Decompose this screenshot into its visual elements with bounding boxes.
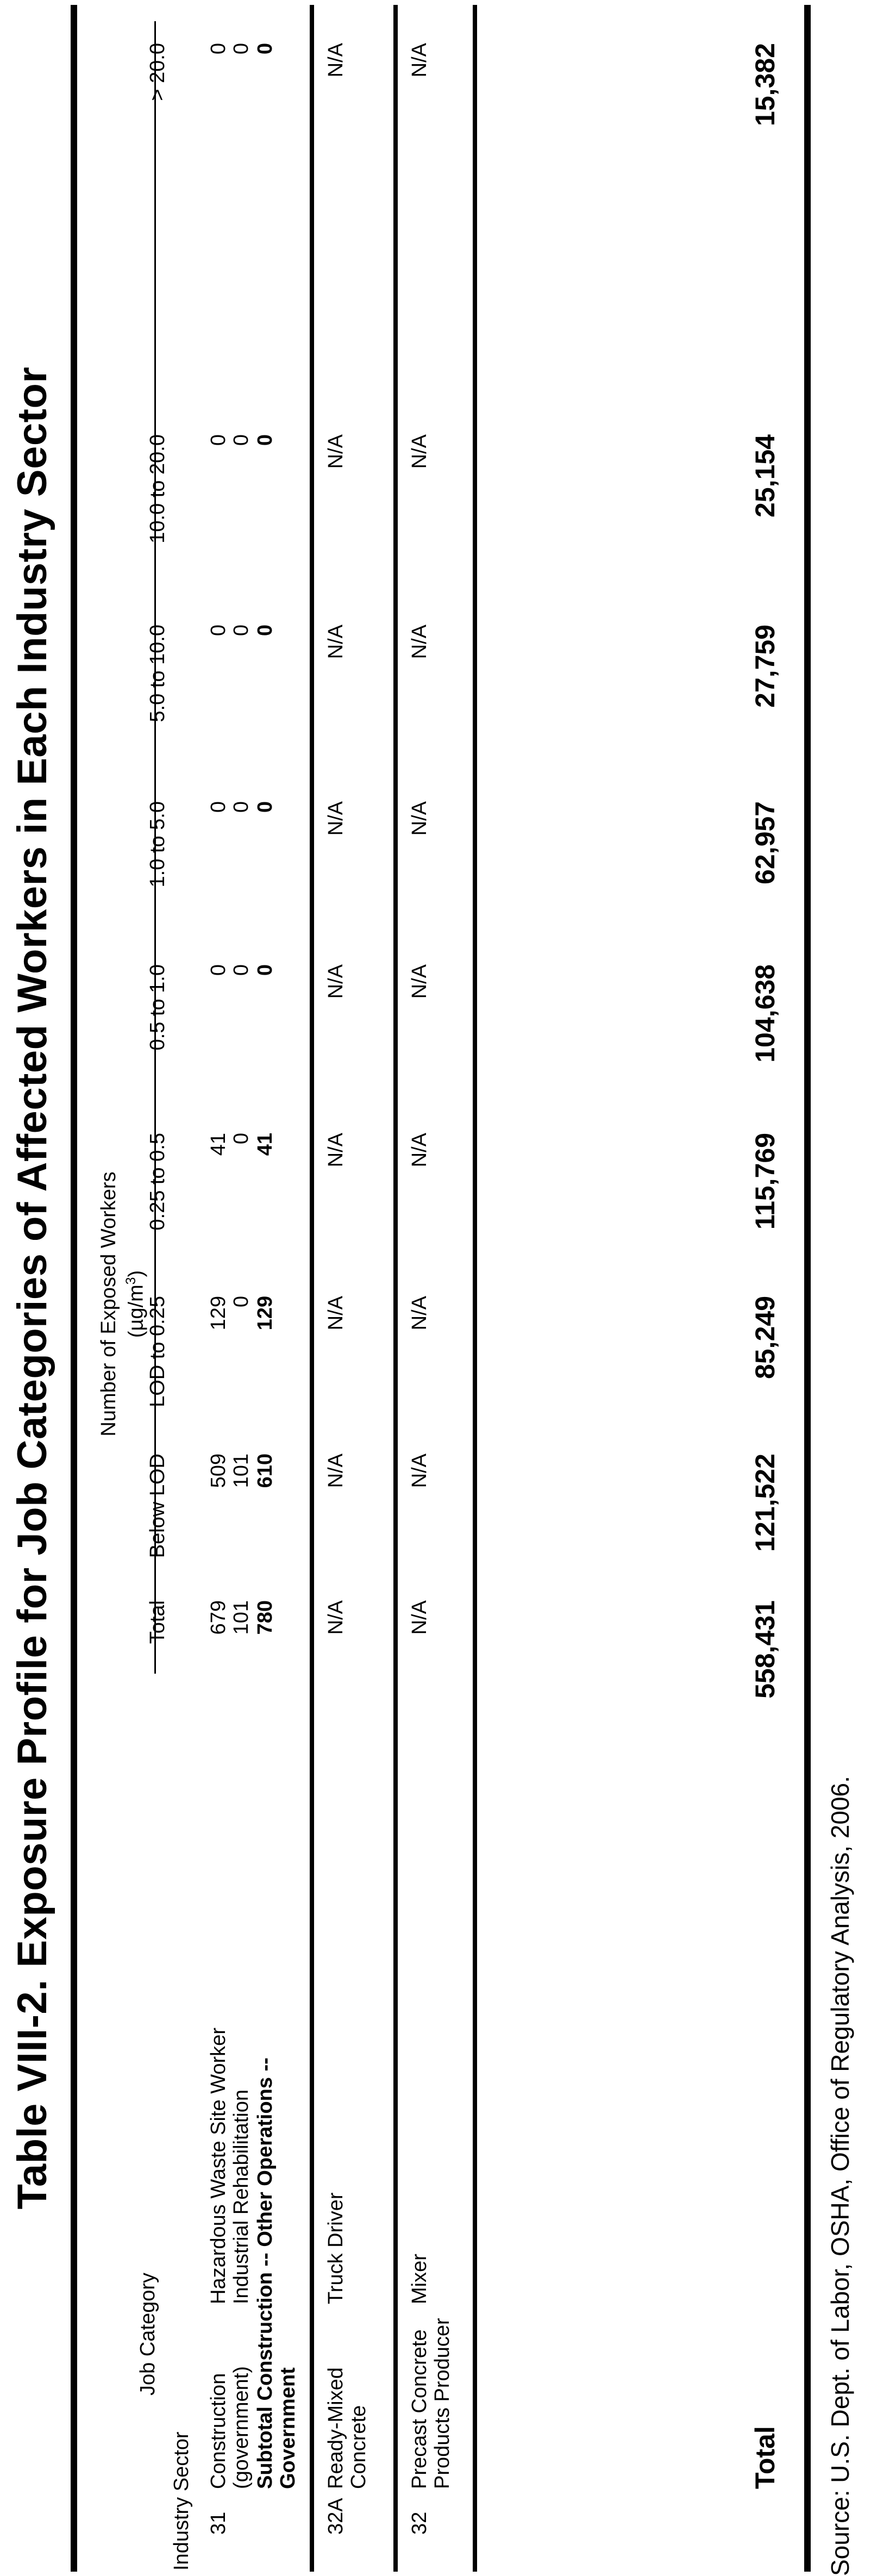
cell-over-200: 0 <box>230 43 253 55</box>
cell-10-to-50: N/A <box>408 801 431 836</box>
cell-total: N/A <box>324 1600 347 1635</box>
subtotal-total: 780 <box>254 1600 277 1635</box>
total-10-to-50: 62,957 <box>750 801 780 884</box>
cell-below-lod: 101 <box>230 1454 253 1488</box>
sector-name-line2: Concrete <box>347 2405 370 2489</box>
cell-50-to-100: 0 <box>230 625 253 637</box>
total-below-lod: 121,522 <box>750 1454 780 1552</box>
cell-50-to-100: N/A <box>408 625 431 659</box>
cell-05-to-10: N/A <box>408 964 431 999</box>
cell-100-to-200: N/A <box>408 434 431 469</box>
cell-025-to-05: N/A <box>324 1133 347 1168</box>
cell-over-200: N/A <box>408 43 431 78</box>
job-category: Industrial Rehabilitation <box>230 2089 253 2304</box>
header-over-200: > 20.0 <box>146 43 169 101</box>
header-025-to-05: 0.25 to 0.5 <box>146 1133 169 1231</box>
total-025-to-05: 115,769 <box>750 1133 780 1230</box>
subtotal-below-lod: 610 <box>254 1454 277 1488</box>
sector-code: 32 <box>408 2511 431 2535</box>
cell-lod-to-025: 129 <box>207 1296 230 1331</box>
cell-05-to-10: N/A <box>324 964 347 999</box>
cell-lod-to-025: N/A <box>408 1296 431 1331</box>
cell-total: 679 <box>207 1600 230 1635</box>
table-title: Table VIII-2. Exposure Profile for Job Categories of Affected Workers in Each Industry Sector <box>9 366 55 2210</box>
header-100-to-200: 10.0 to 20.0 <box>146 434 169 544</box>
header-total: Total <box>146 1600 169 1644</box>
cell-10-to-50: 0 <box>207 801 230 813</box>
header-05-to-10: 0.5 to 1.0 <box>146 964 169 1051</box>
cell-total: N/A <box>408 1600 431 1635</box>
cell-05-to-10: 0 <box>207 964 230 976</box>
group-header-label: Number of Exposed Workers <box>97 1171 120 1437</box>
row-separator <box>393 5 398 2572</box>
total-total: 558,431 <box>750 1600 780 1699</box>
cell-50-to-100: N/A <box>324 625 347 659</box>
total-50-to-100: 27,759 <box>750 625 780 708</box>
sector-code: 32A <box>324 2498 347 2535</box>
subtotal-50-to-100: 0 <box>254 625 277 637</box>
header-industry-sector: Industry Sector <box>170 2431 193 2571</box>
table-top-border <box>71 5 77 2572</box>
cell-100-to-200: 0 <box>230 434 253 446</box>
row-separator <box>310 5 314 2572</box>
subtotal-05-to-10: 0 <box>254 964 277 976</box>
job-category: Mixer <box>408 2254 431 2304</box>
total-over-200: 15,382 <box>750 43 780 126</box>
cell-025-to-05: N/A <box>408 1133 431 1168</box>
cell-below-lod: 509 <box>207 1454 230 1488</box>
total-05-to-10: 104,638 <box>750 964 780 1063</box>
cell-025-to-05: 0 <box>230 1133 253 1145</box>
cell-total: 101 <box>230 1600 253 1635</box>
subtotal-label-line1: Subtotal Construction -- Other Operations -- <box>254 2057 277 2489</box>
cell-over-200: N/A <box>324 43 347 78</box>
subtotal-over-200: 0 <box>254 43 277 55</box>
sector-name-line1: Ready-Mixed <box>324 2367 347 2489</box>
sector-name-line2: Products Producer <box>431 2318 454 2489</box>
row-separator <box>473 5 477 2572</box>
job-category: Truck Driver <box>324 2192 347 2304</box>
units-label: $(\mu g/m^3)$ <box>124 1270 148 1338</box>
cell-025-to-05: 41 <box>207 1133 230 1156</box>
cell-lod-to-025: 0 <box>230 1296 253 1308</box>
cell-10-to-50: N/A <box>324 801 347 836</box>
source-note: Source: U.S. Dept. of Labor, OSHA, Office of Regulatory Analysis, 2006. <box>826 1776 854 2576</box>
total-lod-to-025: 85,249 <box>750 1296 780 1379</box>
subtotal-100-to-200: 0 <box>254 434 277 446</box>
sector-name-line2: (government) <box>230 2366 253 2489</box>
sector-code: 31 <box>207 2511 230 2535</box>
header-below-lod: Below LOD <box>146 1454 169 1558</box>
cell-100-to-200: 0 <box>207 434 230 446</box>
table-bottom-border <box>804 5 811 2572</box>
subtotal-label-line2: Government <box>277 2367 299 2489</box>
cell-05-to-10: 0 <box>230 964 253 976</box>
cell-10-to-50: 0 <box>230 801 253 813</box>
header-lod-to-025: LOD to 0.25 <box>146 1296 169 1407</box>
cell-100-to-200: N/A <box>324 434 347 469</box>
sector-name-line1: Precast Concrete <box>408 2329 431 2489</box>
header-10-to-50: 1.0 to 5.0 <box>146 801 169 888</box>
total-100-to-200: 25,154 <box>750 434 780 517</box>
cell-below-lod: N/A <box>408 1454 431 1488</box>
header-job-category: Job Category <box>136 2272 159 2396</box>
total-label: Total <box>750 2426 780 2489</box>
cell-below-lod: N/A <box>324 1454 347 1488</box>
header-50-to-100: 5.0 to 10.0 <box>146 625 169 722</box>
subtotal-10-to-50: 0 <box>254 801 277 813</box>
cell-lod-to-025: N/A <box>324 1296 347 1331</box>
subtotal-lod-to-025: 129 <box>254 1296 277 1331</box>
subtotal-025-to-05: 41 <box>254 1133 277 1156</box>
job-category: Hazardous Waste Site Worker <box>207 2028 230 2304</box>
cell-50-to-100: 0 <box>207 625 230 637</box>
sector-name-line1: Construction <box>207 2373 230 2489</box>
cell-over-200: 0 <box>207 43 230 55</box>
